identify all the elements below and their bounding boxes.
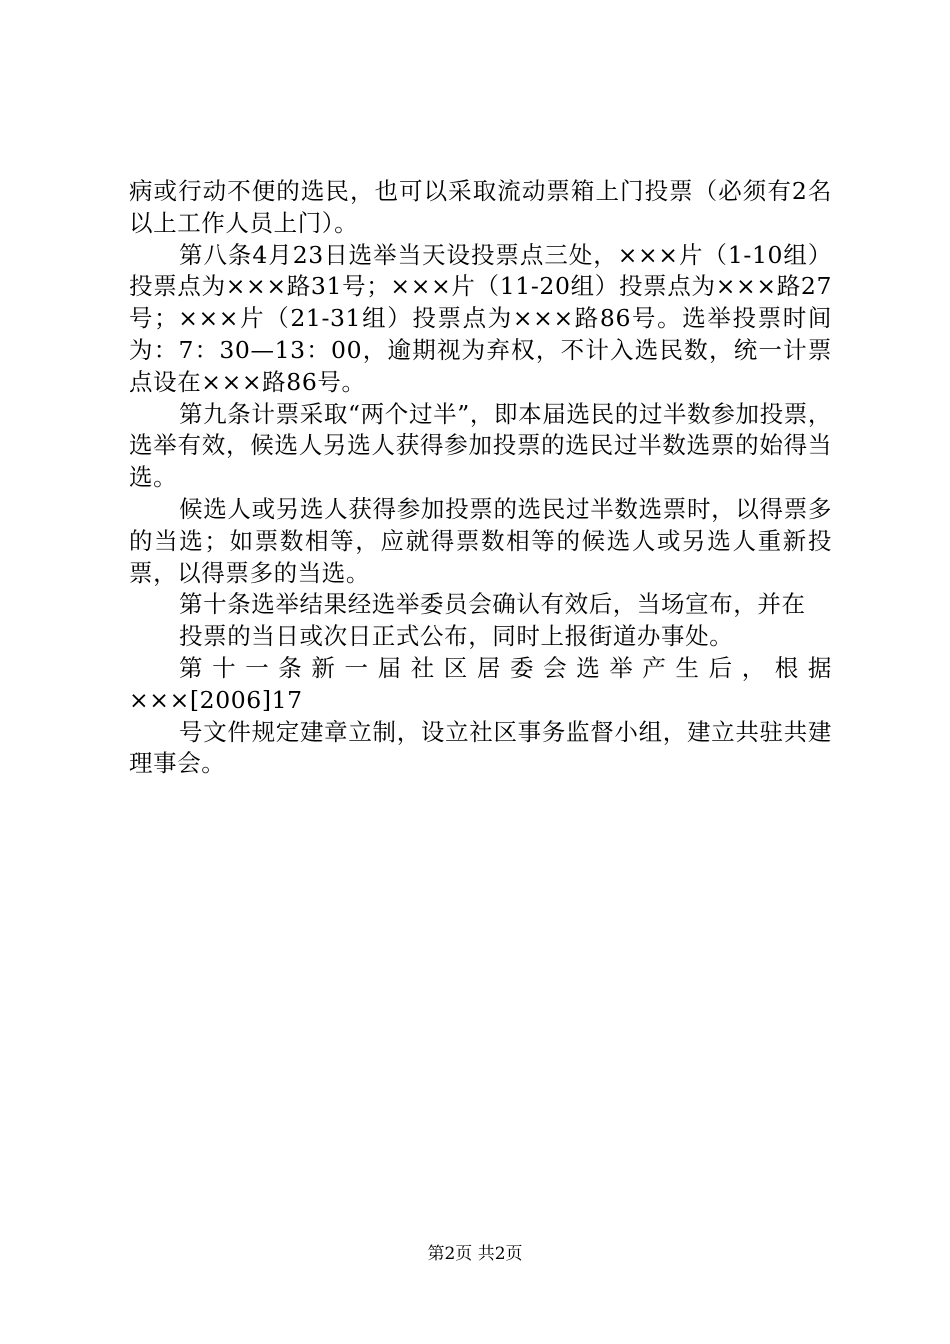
paragraph-article-11-continued: 号文件规定建章立制，设立社区事务监督小组，建立共驻共建理事会。 (129, 717, 832, 778)
paragraph-article-11: 第十一条新一届社区居委会选举产生后，根据×××[2006]17 (129, 653, 832, 714)
paragraph-tie-rule: 候选人或另选人获得参加投票的选民过半数选票时，以得票多的当选；如票数相等，应就得票数相等的候选人或另选人重新投票，以得票多的当选。 (129, 494, 832, 587)
paragraph-article-10: 第十条选举结果经选举委员会确认有效后，当场宣布，并在 (179, 590, 806, 619)
paragraph-continuation: 病或行动不便的选民，也可以采取流动票箱上门投票（必须有2名以上工作人员上门）。 (129, 177, 832, 237)
document-body (129, 176, 832, 780)
paragraph-article-10-continued: 投票的当日或次日正式公布，同时上报街道办事处。 (179, 622, 734, 651)
paragraph-article-8: 第八条4月23日选举当天设投票点三处，×××片（1-10组）投票点为×××路31号；×××片（11-20组）投票点为×××路27号；×××片（21-31组）投票点为×××路86号。选举投票时间为：7：30—13：00，逾期视为弃权，不计入选民数，统一计票点设在×××路86号。 (129, 240, 832, 396)
page-number-label: 第2页 共2页 (427, 1244, 523, 1264)
paragraph-article-9: 第九条计票采取“两个过半”，即本届选民的过半数参加投票，选举有效，候选人另选人获得参加投票的选民过半数选票的始得当选。 (129, 399, 832, 492)
page-footer (0, 1244, 950, 1264)
